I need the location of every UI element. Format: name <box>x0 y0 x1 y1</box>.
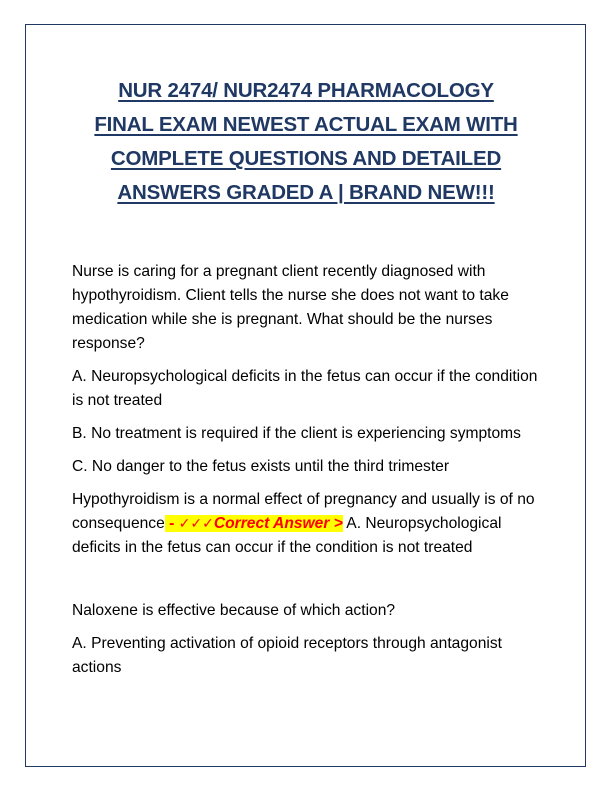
marker-dash: - <box>164 515 179 532</box>
exam-content <box>72 260 542 689</box>
question-1-option-a: A. Neuropsychological deficits in the fetus can occur if the condition is not treated <box>72 368 538 409</box>
question-2-text: Naloxene is effective because of which action? <box>72 602 396 619</box>
question-2-option-a: A. Preventing activation of opioid receptors through antagonist actions <box>72 635 502 676</box>
title-line: NUR 2474/ NUR2474 PHARMACOLOGY <box>118 79 494 102</box>
title-line: COMPLETE QUESTIONS AND DETAILED <box>110 147 502 170</box>
question-1-option-c: C. No danger to the fetus exists until the third trimester <box>72 458 450 475</box>
question-1-option-b: B. No treatment is required if the client is experiencing symptoms <box>72 425 521 442</box>
question-1-text: Nurse is caring for a pregnant client recently diagnosed with hypothyroidism. Client tells the nurse she does not want to take medication while she is pregnant. What should be the nurses response? <box>72 263 509 352</box>
correct-answer-label: Correct Answer > <box>213 515 343 532</box>
correct-answer-marker <box>165 515 343 532</box>
document-title <box>60 74 552 210</box>
question-1-correct-answer: A. Neuropsychological deficits in the fetus can occur if the condition is not treated <box>72 515 502 556</box>
question-spacer <box>72 569 542 599</box>
question-1-answer-paragraph <box>72 488 542 560</box>
question-1-distractor: Hypothyroidism is a normal effect of pregnancy and usually is of no consequence <box>72 491 535 532</box>
checkmark-icon: ✓✓✓ <box>178 516 214 532</box>
title-line: ANSWERS GRADED A | BRAND NEW!!! <box>117 181 495 204</box>
title-line: FINAL EXAM NEWEST ACTUAL EXAM WITH <box>94 113 518 136</box>
